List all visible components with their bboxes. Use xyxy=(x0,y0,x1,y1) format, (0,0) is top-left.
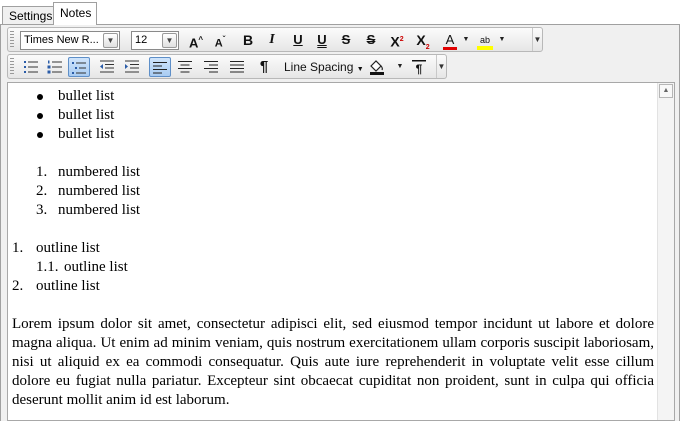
numbered-text: numbered list xyxy=(58,202,141,218)
increase-indent-icon xyxy=(124,60,140,74)
toolbar-overflow-icon[interactable]: ▼ xyxy=(436,55,446,78)
underline-button[interactable] xyxy=(287,30,309,50)
show-formatting-button[interactable] xyxy=(253,57,275,77)
list-item xyxy=(12,258,654,277)
justify-button[interactable] xyxy=(226,57,248,77)
toolbar-grip[interactable] xyxy=(10,31,14,49)
superscript-small: 2 xyxy=(399,36,404,43)
list-item xyxy=(12,201,654,220)
scroll-up-icon[interactable]: ▲ xyxy=(659,84,673,98)
bullet-text: bullet list xyxy=(58,88,115,104)
list-item xyxy=(12,163,654,182)
subscript-label: X xyxy=(416,32,426,48)
outline-text: outline list xyxy=(36,240,100,256)
align-right-icon xyxy=(203,60,219,74)
increase-indent-button[interactable] xyxy=(121,57,143,77)
align-left-button[interactable] xyxy=(149,57,171,77)
double-underline-button[interactable] xyxy=(311,30,333,50)
align-center-icon xyxy=(177,60,193,74)
chevron-down-icon[interactable]: ▼ xyxy=(103,33,118,48)
double-underline-label: U xyxy=(317,32,327,47)
formatting-toolbar xyxy=(7,27,543,52)
list-number: 1. xyxy=(12,240,24,256)
double-strikethrough-label: S xyxy=(366,32,376,47)
list-item xyxy=(12,239,654,258)
subscript-small: 2 xyxy=(425,43,430,51)
font-size-value: 12 xyxy=(135,34,148,46)
font-color-label: A xyxy=(443,33,458,50)
notes-panel xyxy=(0,25,680,421)
shading-dropdown-icon[interactable]: ▼ xyxy=(396,63,404,70)
bullet-text: bullet list xyxy=(58,126,115,142)
underline-label: U xyxy=(293,32,303,47)
vertical-scrollbar[interactable] xyxy=(657,83,674,420)
bullet-icon xyxy=(37,132,43,138)
double-strikethrough-button[interactable] xyxy=(360,30,382,50)
italic-label: I xyxy=(269,32,275,47)
highlight-button[interactable] xyxy=(474,30,496,50)
list-number: 1.1. xyxy=(36,259,59,275)
chevron-down-icon: ▼ xyxy=(356,66,364,73)
strikethrough-label: S xyxy=(341,32,351,47)
paint-bucket-icon xyxy=(368,60,386,75)
list-number: 1. xyxy=(36,164,48,180)
paragraph: Lorem ipsum dolor sit amet, consectetur adipisci elit, sed eiusmod tempor incidunt ut labore et dolore magna aliqua. Ut enim ad minim veniam, quis nostrum exercitationem ullam corporis suscipit laboriosam, nisi ut aliquid ex ea commodi consequatur. Quis aute iure reprehenderit in voluptate velit esse cillum dolore eu fugiat nulla pariatur. Excepteur sint obcaecat cupiditat non proident, sunt in culpa qui officia deserunt mollit anim id est laborum. xyxy=(12,316,654,408)
list-number: 2. xyxy=(36,183,48,199)
numbered-list-icon xyxy=(47,60,63,74)
line-spacing-dropdown[interactable] xyxy=(284,57,364,77)
font-color-button[interactable] xyxy=(439,30,461,50)
rich-text-editor[interactable] xyxy=(7,82,675,421)
paragraph-border-icon xyxy=(411,60,427,75)
shrink-font-button[interactable]: $A^ˇ$ xyxy=(214,35,226,50)
italic-button[interactable] xyxy=(261,30,283,50)
paragraph-border-button[interactable] xyxy=(408,57,430,77)
line-spacing-label: Line Spacing xyxy=(284,60,354,74)
strikethrough-button[interactable] xyxy=(335,30,357,50)
font-name-value: Times New R... xyxy=(24,34,99,46)
tab-settings[interactable]: Settings xyxy=(2,6,54,24)
list-number: 3. xyxy=(36,202,48,218)
font-name-combo[interactable] xyxy=(20,31,120,50)
list-item xyxy=(12,182,654,201)
decrease-indent-button[interactable] xyxy=(96,57,118,77)
toolbar-grip[interactable] xyxy=(10,58,14,76)
shrink-font-label: A xyxy=(214,37,223,50)
bullet-icon xyxy=(37,94,43,100)
subscript-button[interactable] xyxy=(412,30,434,50)
superscript-label: X xyxy=(390,33,400,50)
tab-bar xyxy=(0,0,680,24)
highlight-label: ab xyxy=(477,35,493,50)
grow-font-button[interactable]: A^ xyxy=(188,35,204,51)
superscript-button[interactable] xyxy=(386,30,408,50)
bullet-icon xyxy=(37,113,43,119)
chevron-down-icon[interactable]: ▼ xyxy=(162,33,177,48)
align-right-button[interactable] xyxy=(200,57,222,77)
list-item xyxy=(12,106,654,125)
pilcrow-icon: ¶ xyxy=(259,58,269,75)
list-item xyxy=(12,87,654,106)
bullet-list-button[interactable] xyxy=(20,57,42,77)
grow-font-label: A xyxy=(188,35,199,51)
paragraph-toolbar xyxy=(7,54,447,79)
align-center-button[interactable] xyxy=(174,57,196,77)
decrease-indent-icon xyxy=(99,60,115,74)
toolbar-overflow-icon[interactable]: ▼ xyxy=(532,28,542,51)
bullet-text: bullet list xyxy=(58,107,115,123)
list-item xyxy=(12,125,654,144)
bold-button[interactable] xyxy=(237,30,259,50)
font-color-dropdown-icon[interactable]: ▼ xyxy=(462,36,470,43)
highlight-dropdown-icon[interactable]: ▼ xyxy=(498,36,506,43)
list-item xyxy=(12,277,654,296)
numbered-list-button[interactable] xyxy=(44,57,66,77)
font-size-combo[interactable] xyxy=(131,31,179,50)
outline-list-button[interactable] xyxy=(68,57,90,77)
justify-icon xyxy=(229,60,245,74)
bullet-list-icon xyxy=(23,60,39,74)
align-left-icon xyxy=(152,61,168,75)
list-number: 2. xyxy=(12,278,24,294)
tab-notes[interactable]: Notes xyxy=(53,2,97,25)
bold-label: B xyxy=(242,32,254,48)
numbered-text: numbered list xyxy=(58,183,141,199)
numbered-text: numbered list xyxy=(58,164,141,180)
svg-text:¶: ¶ xyxy=(415,62,423,75)
document-body[interactable] xyxy=(12,87,654,410)
outline-list-icon xyxy=(71,61,87,75)
outline-text: outline list xyxy=(36,278,100,294)
outline-text: outline list xyxy=(64,259,128,275)
paragraph-shading-button[interactable] xyxy=(366,57,388,77)
